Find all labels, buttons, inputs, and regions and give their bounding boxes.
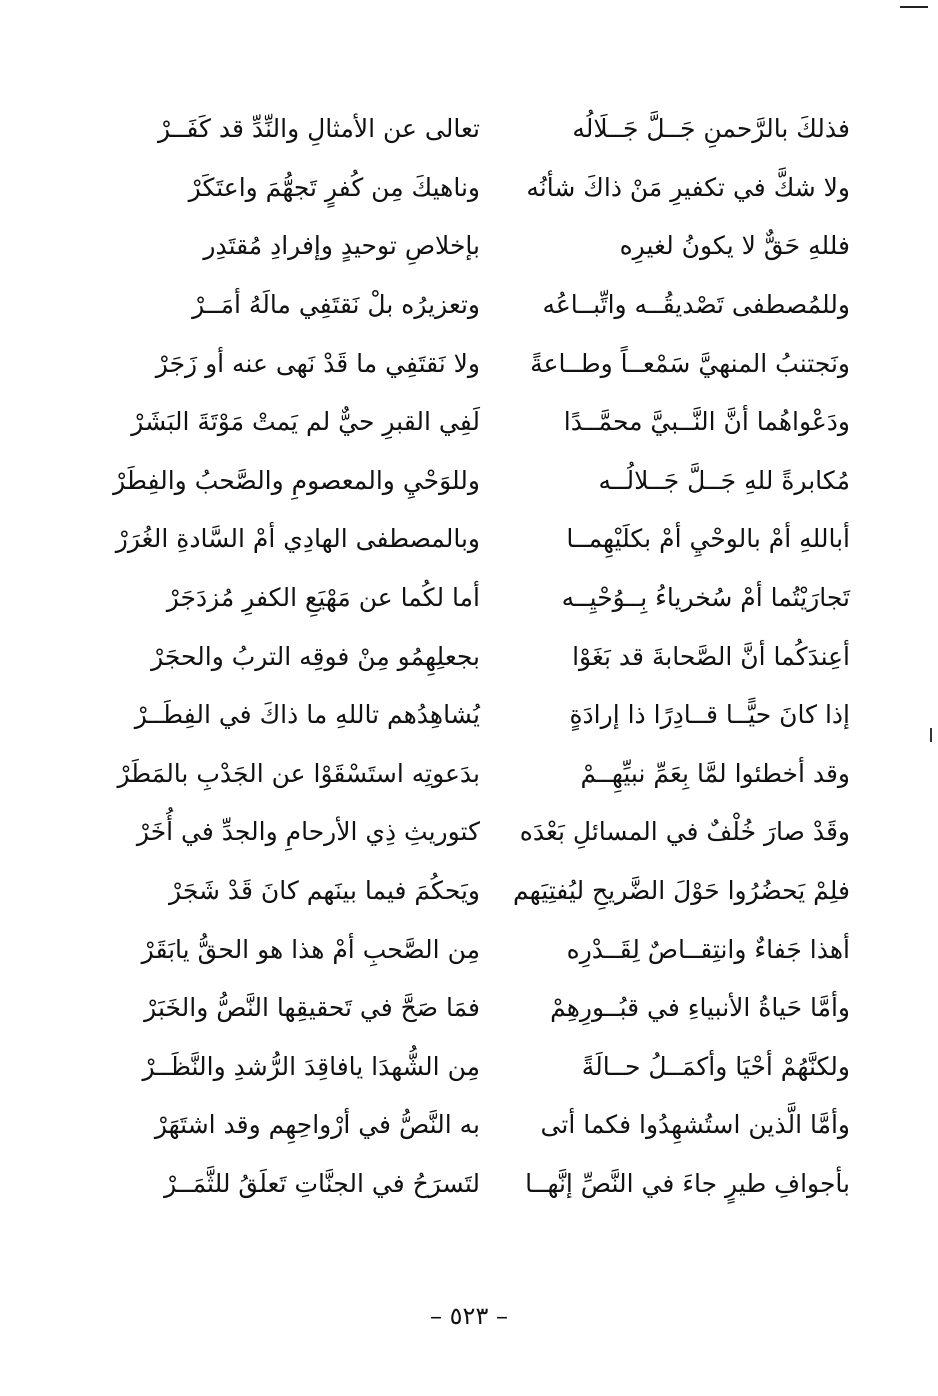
verse-line: [113, 452, 850, 511]
verse-first-hemistich: فذلكَ بالرَّحمنِ جَــلَّ جَــلَالُه: [572, 114, 850, 144]
verse-line: [134, 686, 850, 745]
verse-line: [140, 276, 850, 335]
verse-second-hemistich: كتوريثِ ذِي الأرحامِ والجدِّ في أُخَرْ: [136, 817, 480, 847]
verse-second-hemistich: مِن الشُّهدَا يافاقِدَ الرُّشدِ والنَّظَــرْ: [142, 1051, 480, 1081]
verse-second-hemistich: بإخلاصِ توحيدٍ وإفرادِ مُقتَدِر: [203, 231, 480, 261]
verse-line: [140, 1096, 850, 1155]
verse-second-hemistich: ويَحكُمَ فيما بينَهم كانَ قَدْ شَجَرْ: [169, 876, 480, 906]
verse-line: [140, 159, 850, 218]
verse-line: [140, 569, 850, 628]
verse-line: [140, 1038, 850, 1097]
verse-second-hemistich: يُشاهِدُهم تاللهِ ما ذاكَ في الفِطَــرْ: [134, 700, 480, 730]
verse-first-hemistich: وقَدْ صارَ خُلْفٌ في المسائلِ بَعْدَه: [519, 817, 850, 847]
verse-line: [140, 627, 850, 686]
verse-first-hemistich: ولا شكَّ في تكفيرِ مَنْ ذاكَ شأنُه: [526, 172, 850, 202]
verse-first-hemistich: ودَعْواهُما أنَّ النَّــبيَّ محمَّــدًا: [563, 407, 850, 437]
verse-second-hemistich: بجعلِهِمُو مِنْ فوقِه التربُ والحجَرْ: [151, 641, 480, 671]
verse-second-hemistich: وللوَحْيِ والمعصومِ والصَّحبُ والفِطَرْ: [113, 465, 480, 495]
verse-first-hemistich: أباللهِ أمْ بالوحْيِ أمْ بكلَيْهِمــا: [566, 524, 850, 554]
verse-line: [136, 803, 850, 862]
verse-line: [131, 393, 850, 452]
verse-second-hemistich: مِن الصَّحبِ أمْ هذا هو الحقُّ يابَقَرْ: [141, 934, 480, 964]
verse-first-hemistich: تَجارَيْتُما أمْ سُخرياءُ بِــوُحْيِــه: [561, 583, 850, 613]
verse-second-hemistich: وناهيكَ مِن كُفرٍ تَجهُّمَ واعتَكَرْ: [188, 172, 480, 202]
verse-first-hemistich: أهذا جَفاءٌ وانتِقــاصٌ لِقَــدْرِه: [566, 934, 850, 964]
verse-first-hemistich: وأمَّا حَياةُ الأنبياءِ في قبُــورِهِمْ: [550, 993, 850, 1023]
verse-line: [140, 217, 850, 276]
verse-second-hemistich: فمَا صَحَّ في تَحقيقِها النَّصُّ والخَبَرْ: [144, 993, 480, 1023]
verse-line: [140, 100, 850, 159]
page-number: – ٥٢٣ –: [430, 1302, 508, 1330]
verse-first-hemistich: وقد أخطئوا لمَّا بِعَمِّ نبيِّهِــمْ: [580, 758, 850, 788]
verse-first-hemistich: بأجوافِ طيرٍ جاءَ في النَّصِّ إنَّهــا: [525, 1168, 850, 1198]
verse-line: [140, 334, 850, 393]
verse-second-hemistich: وبالمصطفى الهادِي أمْ السَّادةِ الغُرَرْ: [115, 524, 480, 554]
verse-line: [115, 510, 850, 569]
verse-second-hemistich: بدَعوتِه استَسْقَوْا عن الجَدْبِ بالمَطَرْ: [117, 758, 480, 788]
verse-line: [117, 745, 850, 804]
verse-first-hemistich: مُكابرةً للهِ جَــلَّ جَــلالُــه: [598, 465, 850, 495]
verse-second-hemistich: وتعزيرُه بلْ نَقتَفِي مالَهُ أمَــرْ: [192, 290, 480, 320]
verse-line: [140, 920, 850, 979]
verse-second-hemistich: ولا نَقتَفِي ما قَدْ نَهى عنه أو زَجَرْ: [155, 348, 480, 378]
verse-line: [140, 979, 850, 1038]
margin-tick: [930, 728, 932, 742]
verse-first-hemistich: أعِندَكُما أنَّ الصَّحابةَ قد بَغَوْا: [572, 641, 850, 671]
verse-first-hemistich: وللمُصطفى تَصْديقُــه واتِّبــاعُه: [542, 290, 850, 320]
verse-first-hemistich: إذا كانَ حيًّــا قــادِرًا ذا إرادَةٍ: [569, 700, 850, 730]
verse-second-hemistich: لَفِي القبرِ حيٌّ لم يَمتْ مَوْتَةَ البَشَرْ: [131, 407, 480, 437]
verse-line: [140, 1155, 850, 1214]
verse-second-hemistich: أما لكُما عن مَهْيَعِ الكفرِ مُزدَجَرْ: [166, 583, 480, 613]
verse-first-hemistich: وأمَّا الَّذين استُشهِدُوا فكما أتى: [540, 1110, 850, 1140]
verse-second-hemistich: به النَّصُّ في أرْواحِهِم وقد اشتَهَرْ: [154, 1110, 480, 1140]
corner-mark: [900, 6, 928, 11]
verse-first-hemistich: فلِمْ يَحضُرُوا حَوْلَ الضَّريحِ ليُفتِيَهم: [513, 876, 850, 906]
verse-second-hemistich: تعالى عن الأمثالِ والنِّدِّ قد كَفَــرْ: [157, 114, 480, 144]
verse-line: [140, 862, 850, 921]
verse-first-hemistich: فللهِ حَقٌّ لا يكونُ لغيرِه: [619, 231, 850, 261]
verse-first-hemistich: ولكنَّهُمْ أحْيَا وأكمَــلُ حــالَةً: [581, 1051, 850, 1081]
verse-second-hemistich: لتَسرَحُ في الجنَّاتِ تَعلَقُ للثَّمَــرْ: [164, 1168, 480, 1198]
verse-first-hemistich: ونَجتنبُ المنهيَّ سَمْعــاً وطــاعةً: [530, 348, 850, 378]
poem-verses: [113, 100, 850, 1213]
